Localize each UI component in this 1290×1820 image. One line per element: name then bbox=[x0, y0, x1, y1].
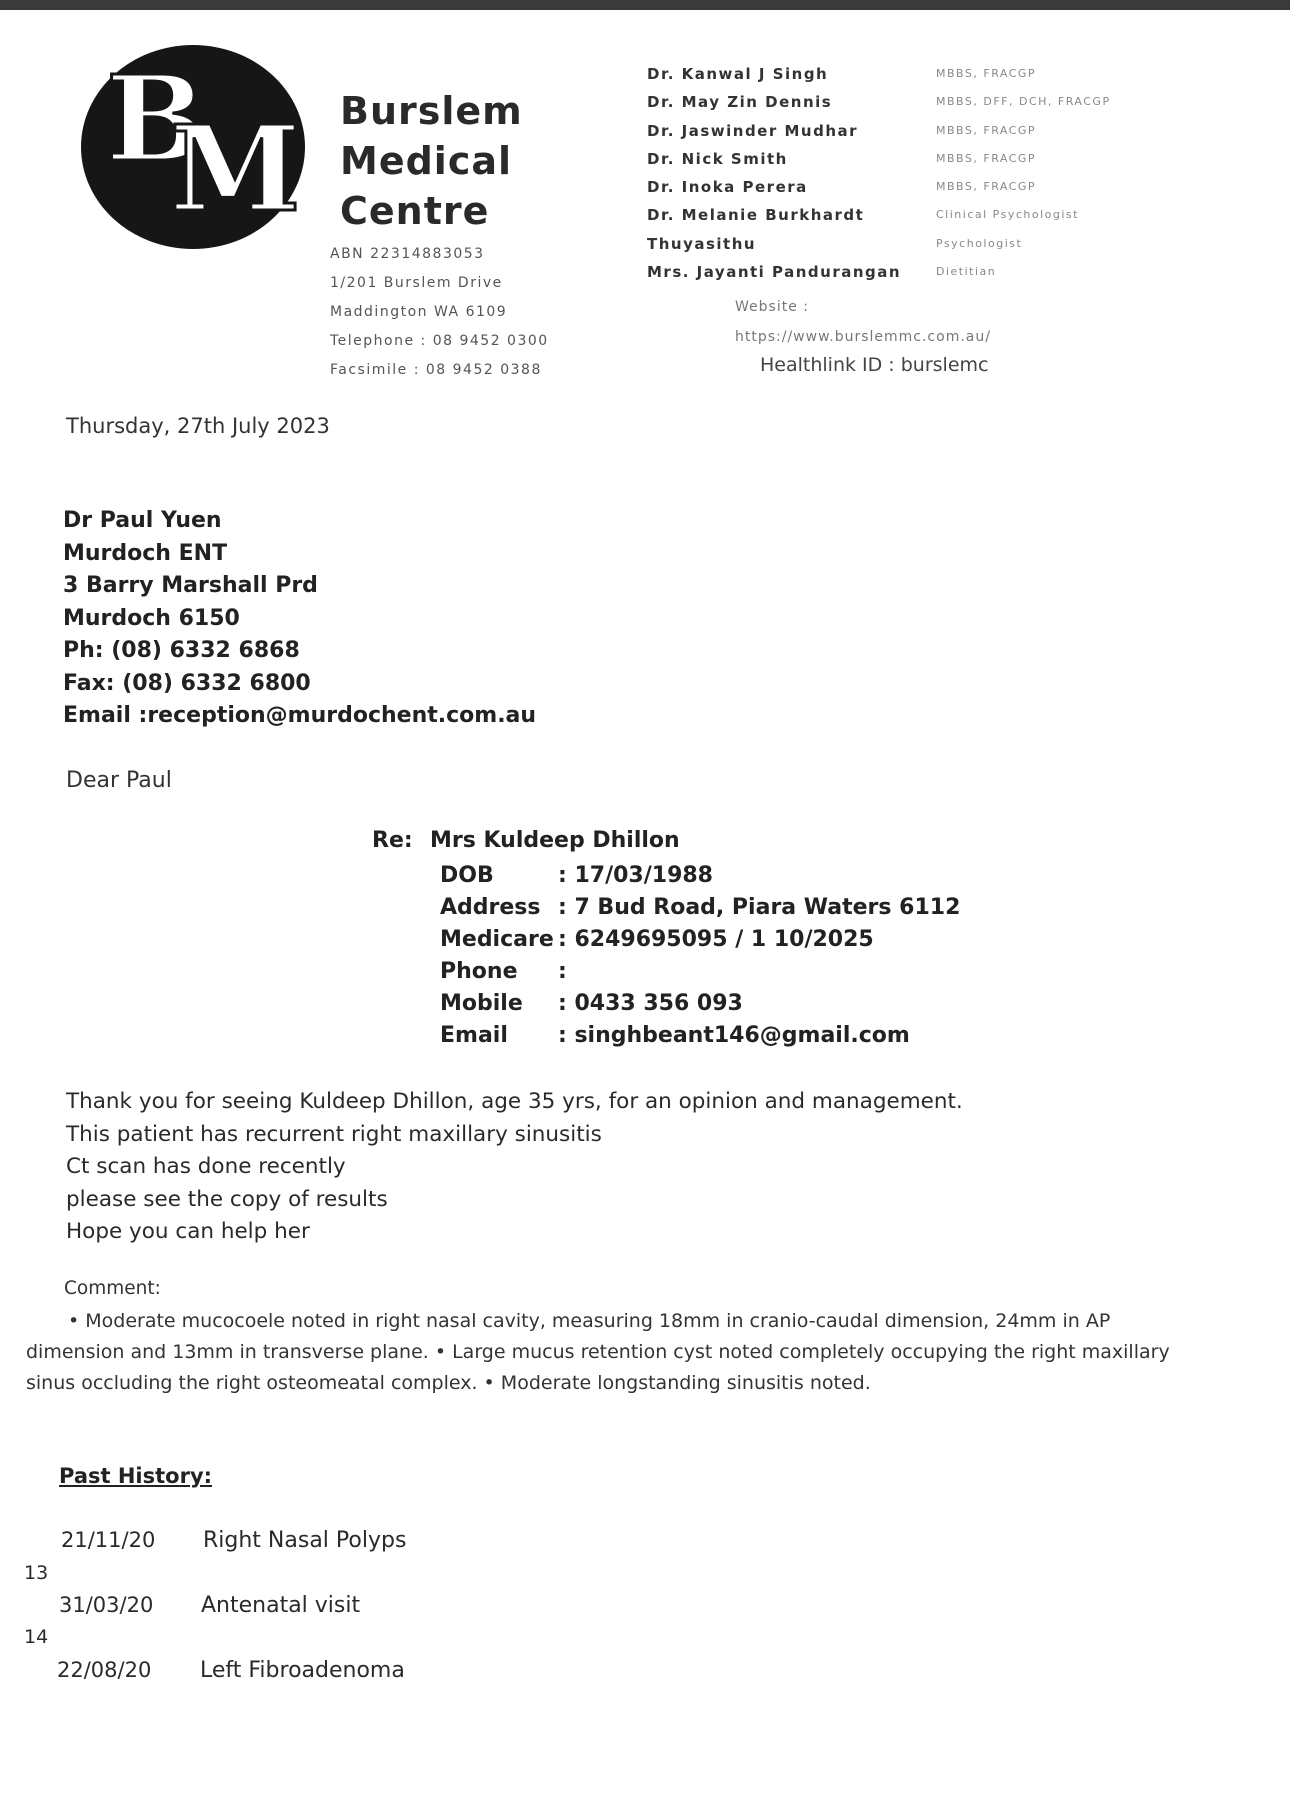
comment-line: dimension and 13mm in transverse plane. • Large mucus retention cyst noted completely occupying the right maxillary bbox=[26, 1341, 1170, 1363]
patient-details bbox=[440, 860, 960, 1052]
qualification-list bbox=[936, 60, 1111, 286]
patient-phone-row bbox=[440, 956, 960, 988]
history-description: Right Nasal Polyps bbox=[203, 1528, 407, 1553]
comment-text bbox=[26, 1306, 1196, 1399]
recipient-practice: Murdoch ENT bbox=[63, 540, 228, 566]
recipient-block bbox=[63, 505, 536, 733]
patient-email-row bbox=[440, 1020, 960, 1052]
clinic-name-line-2: Medical bbox=[340, 139, 513, 183]
history-description: Left Fibroadenoma bbox=[200, 1658, 405, 1683]
detail-label: DOB bbox=[440, 863, 494, 888]
clinic-telephone: Telephone : 08 9452 0300 bbox=[330, 333, 549, 349]
qualification: Dietitian bbox=[936, 265, 997, 279]
doctor-name: Dr. Kanwal J Singh bbox=[647, 65, 829, 83]
clinic-facsimile: Facsimile : 08 9452 0388 bbox=[330, 362, 542, 378]
detail-value: : 17/03/1988 bbox=[558, 863, 713, 888]
healthlink-id: Healthlink ID : burslemc bbox=[760, 354, 989, 376]
patient-name: Mrs Kuldeep Dhillon bbox=[430, 828, 680, 853]
detail-label: Mobile bbox=[440, 991, 523, 1016]
history-date: 21/11/20 bbox=[61, 1528, 156, 1552]
re-label: Re: bbox=[372, 828, 413, 853]
clinic-address-line-2: Maddington WA 6109 bbox=[330, 304, 508, 320]
clinic-name-line-1: Burslem bbox=[340, 89, 523, 133]
patient-dob-row bbox=[440, 860, 960, 892]
history-page-number: 14 bbox=[24, 1626, 49, 1648]
recipient-suburb: Murdoch 6150 bbox=[63, 605, 240, 631]
history-date: 31/03/20 bbox=[59, 1593, 154, 1617]
qualification: MBBS, FRACGP bbox=[936, 151, 1037, 165]
clinic-logo bbox=[78, 42, 308, 252]
doctor-name: Dr. Nick Smith bbox=[647, 149, 788, 168]
clinic-contact-info bbox=[330, 240, 549, 385]
qualification: Psychologist bbox=[936, 236, 1023, 250]
detail-label: Medicare bbox=[440, 927, 554, 952]
doctor-name: Mrs. Jayanti Pandurangan bbox=[647, 263, 902, 282]
qualification: MBBS, FRACGP bbox=[936, 67, 1037, 80]
history-date: 22/08/20 bbox=[57, 1658, 152, 1682]
patient-mobile-row bbox=[440, 988, 960, 1020]
detail-label: Phone bbox=[440, 959, 518, 984]
website-url: https://www.burslemmc.com.au/ bbox=[735, 329, 991, 345]
detail-value: : 7 Bud Road, Piara Waters 6112 bbox=[558, 895, 961, 920]
doctor-name: Thuyasithu bbox=[647, 234, 757, 253]
detail-value: : 6249695095 / 1 10/2025 bbox=[558, 927, 874, 952]
salutation: Dear Paul bbox=[66, 768, 172, 793]
body-line: Thank you for seeing Kuldeep Dhillon, age 35 yrs, for an opinion and management. bbox=[66, 1089, 963, 1114]
doctor-name: Dr. May Zin Dennis bbox=[647, 93, 833, 112]
clinic-name bbox=[340, 86, 523, 236]
detail-label: Address bbox=[440, 895, 541, 920]
detail-label: Email bbox=[440, 1023, 508, 1048]
body-line: Hope you can help her bbox=[66, 1219, 310, 1244]
qualification: MBBS, FRACGP bbox=[936, 123, 1037, 137]
recipient-email: Email :reception@murdochent.com.au bbox=[63, 703, 537, 728]
recipient-phone: Ph: (08) 6332 6868 bbox=[63, 638, 300, 663]
comment-line: sinus occluding the right osteomeatal complex. • Moderate longstanding sinusitis noted. bbox=[26, 1372, 871, 1394]
detail-value: : bbox=[558, 959, 567, 984]
body-line: This patient has recurrent right maxillary sinusitis bbox=[66, 1121, 602, 1147]
svg-text:B: B bbox=[106, 49, 206, 188]
body-line: please see the copy of results bbox=[66, 1186, 388, 1212]
recipient-fax: Fax: (08) 6332 6800 bbox=[63, 670, 311, 696]
recipient-street: 3 Barry Marshall Prd bbox=[63, 573, 318, 598]
recipient-name: Dr Paul Yuen bbox=[63, 508, 222, 533]
doctor-name: Dr. Inoka Perera bbox=[647, 178, 808, 197]
svg-text:M: M bbox=[170, 99, 301, 238]
comment-line: • Moderate mucocoele noted in right nasal cavity, measuring 18mm in cranio-caudal dimension, 24mm in AP bbox=[68, 1310, 1111, 1332]
comment-label: Comment: bbox=[64, 1278, 161, 1299]
patient-address-row bbox=[440, 892, 960, 924]
qualification: MBBS, DFF, DCH, FRACGP bbox=[936, 95, 1111, 109]
clinic-website bbox=[735, 292, 991, 352]
doctor-name: Dr. Melanie Burkhardt bbox=[647, 206, 865, 225]
body-line: Ct scan has done recently bbox=[66, 1154, 346, 1179]
detail-value: : 0433 356 093 bbox=[558, 991, 743, 1016]
qualification: Clinical Psychologist bbox=[936, 208, 1079, 222]
patient-medicare-row bbox=[440, 924, 960, 956]
detail-value: : singhbeant146@gmail.com bbox=[558, 1023, 910, 1048]
qualification: MBBS, FRACGP bbox=[936, 180, 1037, 194]
letter-body bbox=[66, 1086, 963, 1249]
doctor-list bbox=[647, 60, 901, 286]
letter-date: Thursday, 27th July 2023 bbox=[66, 414, 330, 438]
history-description: Antenatal visit bbox=[201, 1593, 361, 1618]
history-page-number: 13 bbox=[24, 1562, 49, 1584]
doctor-name: Dr. Jaswinder Mudhar bbox=[647, 121, 859, 140]
clinic-abn: ABN 22314883053 bbox=[330, 246, 485, 262]
top-scan-edge bbox=[0, 0, 1290, 10]
clinic-address-line-1: 1/201 Burslem Drive bbox=[330, 275, 503, 291]
clinic-name-line-3: Centre bbox=[340, 189, 490, 233]
past-history-title: Past History: bbox=[59, 1464, 213, 1488]
website-label: Website : bbox=[735, 299, 809, 315]
